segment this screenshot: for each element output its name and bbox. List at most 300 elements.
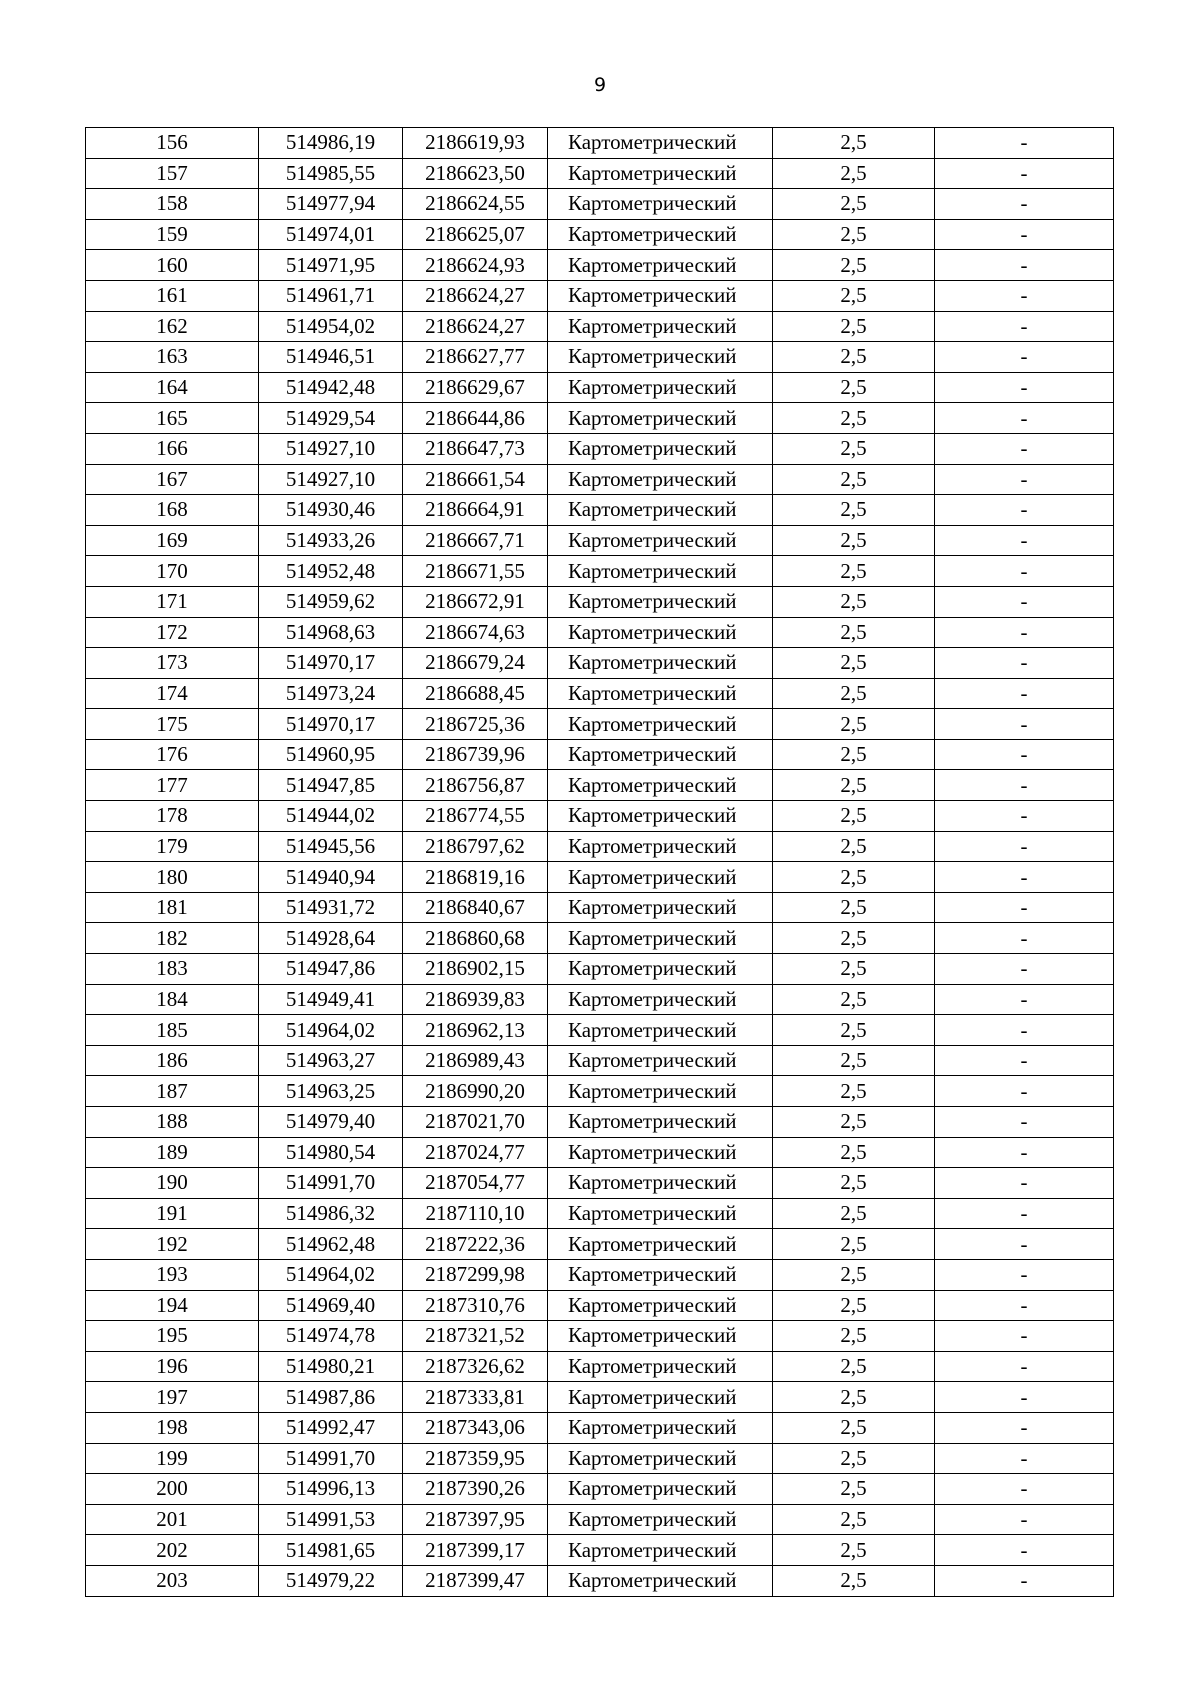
y-coordinate-cell: 2186624,93 bbox=[403, 250, 548, 281]
point-number-cell: 185 bbox=[86, 1015, 259, 1046]
point-number-cell: 186 bbox=[86, 1045, 259, 1076]
table-row bbox=[86, 128, 1114, 159]
table-row bbox=[86, 954, 1114, 985]
table-row bbox=[86, 525, 1114, 556]
table-row bbox=[86, 862, 1114, 893]
error-cell: 2,5 bbox=[773, 678, 935, 709]
point-number-cell: 196 bbox=[86, 1351, 259, 1382]
point-number-cell: 174 bbox=[86, 678, 259, 709]
x-coordinate-cell: 514968,63 bbox=[259, 617, 403, 648]
note-cell: - bbox=[935, 1290, 1114, 1321]
method-cell: Картометрический bbox=[548, 1168, 773, 1199]
note-cell: - bbox=[935, 1259, 1114, 1290]
x-coordinate-cell: 514992,47 bbox=[259, 1412, 403, 1443]
note-cell: - bbox=[935, 586, 1114, 617]
error-cell: 2,5 bbox=[773, 862, 935, 893]
x-coordinate-cell: 514974,01 bbox=[259, 219, 403, 250]
x-coordinate-cell: 514991,70 bbox=[259, 1168, 403, 1199]
point-number-cell: 170 bbox=[86, 556, 259, 587]
note-cell: - bbox=[935, 1535, 1114, 1566]
error-cell: 2,5 bbox=[773, 892, 935, 923]
x-coordinate-cell: 514991,53 bbox=[259, 1504, 403, 1535]
table-row bbox=[86, 403, 1114, 434]
table-row bbox=[86, 1045, 1114, 1076]
x-coordinate-cell: 514971,95 bbox=[259, 250, 403, 281]
error-cell: 2,5 bbox=[773, 525, 935, 556]
x-coordinate-cell: 514940,94 bbox=[259, 862, 403, 893]
table-row bbox=[86, 1504, 1114, 1535]
table-row bbox=[86, 1107, 1114, 1138]
point-number-cell: 165 bbox=[86, 403, 259, 434]
note-cell: - bbox=[935, 1351, 1114, 1382]
table-row bbox=[86, 709, 1114, 740]
method-cell: Картометрический bbox=[548, 1535, 773, 1566]
x-coordinate-cell: 514970,17 bbox=[259, 709, 403, 740]
point-number-cell: 160 bbox=[86, 250, 259, 281]
y-coordinate-cell: 2187054,77 bbox=[403, 1168, 548, 1199]
error-cell: 2,5 bbox=[773, 1290, 935, 1321]
x-coordinate-cell: 514930,46 bbox=[259, 495, 403, 526]
y-coordinate-cell: 2187024,77 bbox=[403, 1137, 548, 1168]
error-cell: 2,5 bbox=[773, 617, 935, 648]
error-cell: 2,5 bbox=[773, 128, 935, 159]
table-row bbox=[86, 1015, 1114, 1046]
method-cell: Картометрический bbox=[548, 403, 773, 434]
table-row bbox=[86, 586, 1114, 617]
table-row bbox=[86, 219, 1114, 250]
x-coordinate-cell: 514986,19 bbox=[259, 128, 403, 159]
method-cell: Картометрический bbox=[548, 1412, 773, 1443]
table-row bbox=[86, 648, 1114, 679]
point-number-cell: 176 bbox=[86, 739, 259, 770]
method-cell: Картометрический bbox=[548, 128, 773, 159]
method-cell: Картометрический bbox=[548, 495, 773, 526]
method-cell: Картометрический bbox=[548, 1137, 773, 1168]
point-number-cell: 193 bbox=[86, 1259, 259, 1290]
x-coordinate-cell: 514963,27 bbox=[259, 1045, 403, 1076]
note-cell: - bbox=[935, 678, 1114, 709]
table-row bbox=[86, 892, 1114, 923]
y-coordinate-cell: 2187321,52 bbox=[403, 1321, 548, 1352]
y-coordinate-cell: 2186629,67 bbox=[403, 372, 548, 403]
error-cell: 2,5 bbox=[773, 984, 935, 1015]
table-row bbox=[86, 1168, 1114, 1199]
y-coordinate-cell: 2186739,96 bbox=[403, 739, 548, 770]
method-cell: Картометрический bbox=[548, 189, 773, 220]
note-cell: - bbox=[935, 801, 1114, 832]
point-number-cell: 173 bbox=[86, 648, 259, 679]
point-number-cell: 177 bbox=[86, 770, 259, 801]
table-row bbox=[86, 801, 1114, 832]
point-number-cell: 172 bbox=[86, 617, 259, 648]
method-cell: Картометрический bbox=[548, 250, 773, 281]
method-cell: Картометрический bbox=[548, 801, 773, 832]
note-cell: - bbox=[935, 1443, 1114, 1474]
note-cell: - bbox=[935, 1382, 1114, 1413]
y-coordinate-cell: 2187390,26 bbox=[403, 1474, 548, 1505]
y-coordinate-cell: 2187326,62 bbox=[403, 1351, 548, 1382]
note-cell: - bbox=[935, 403, 1114, 434]
error-cell: 2,5 bbox=[773, 219, 935, 250]
error-cell: 2,5 bbox=[773, 954, 935, 985]
y-coordinate-cell: 2187397,95 bbox=[403, 1504, 548, 1535]
note-cell: - bbox=[935, 923, 1114, 954]
y-coordinate-cell: 2187222,36 bbox=[403, 1229, 548, 1260]
error-cell: 2,5 bbox=[773, 831, 935, 862]
y-coordinate-cell: 2186661,54 bbox=[403, 464, 548, 495]
note-cell: - bbox=[935, 1565, 1114, 1596]
note-cell: - bbox=[935, 1015, 1114, 1046]
table-row bbox=[86, 464, 1114, 495]
table-row bbox=[86, 250, 1114, 281]
note-cell: - bbox=[935, 311, 1114, 342]
error-cell: 2,5 bbox=[773, 1535, 935, 1566]
table-row bbox=[86, 495, 1114, 526]
method-cell: Картометрический bbox=[548, 158, 773, 189]
point-number-cell: 202 bbox=[86, 1535, 259, 1566]
error-cell: 2,5 bbox=[773, 648, 935, 679]
y-coordinate-cell: 2186667,71 bbox=[403, 525, 548, 556]
point-number-cell: 181 bbox=[86, 892, 259, 923]
x-coordinate-cell: 514947,85 bbox=[259, 770, 403, 801]
point-number-cell: 156 bbox=[86, 128, 259, 159]
method-cell: Картометрический bbox=[548, 1259, 773, 1290]
y-coordinate-cell: 2186860,68 bbox=[403, 923, 548, 954]
coordinates-table bbox=[85, 127, 1114, 1597]
y-coordinate-cell: 2187399,47 bbox=[403, 1565, 548, 1596]
error-cell: 2,5 bbox=[773, 1474, 935, 1505]
point-number-cell: 191 bbox=[86, 1198, 259, 1229]
x-coordinate-cell: 514977,94 bbox=[259, 189, 403, 220]
point-number-cell: 197 bbox=[86, 1382, 259, 1413]
note-cell: - bbox=[935, 372, 1114, 403]
x-coordinate-cell: 514945,56 bbox=[259, 831, 403, 862]
x-coordinate-cell: 514928,64 bbox=[259, 923, 403, 954]
note-cell: - bbox=[935, 1504, 1114, 1535]
point-number-cell: 199 bbox=[86, 1443, 259, 1474]
x-coordinate-cell: 514973,24 bbox=[259, 678, 403, 709]
y-coordinate-cell: 2187310,76 bbox=[403, 1290, 548, 1321]
y-coordinate-cell: 2187359,95 bbox=[403, 1443, 548, 1474]
point-number-cell: 161 bbox=[86, 280, 259, 311]
table-row bbox=[86, 831, 1114, 862]
method-cell: Картометрический bbox=[548, 464, 773, 495]
method-cell: Картометрический bbox=[548, 1198, 773, 1229]
note-cell: - bbox=[935, 862, 1114, 893]
error-cell: 2,5 bbox=[773, 1015, 935, 1046]
table-row bbox=[86, 1290, 1114, 1321]
point-number-cell: 169 bbox=[86, 525, 259, 556]
table-row bbox=[86, 1443, 1114, 1474]
method-cell: Картометрический bbox=[548, 1443, 773, 1474]
x-coordinate-cell: 514970,17 bbox=[259, 648, 403, 679]
point-number-cell: 188 bbox=[86, 1107, 259, 1138]
table-row bbox=[86, 739, 1114, 770]
note-cell: - bbox=[935, 1045, 1114, 1076]
y-coordinate-cell: 2186840,67 bbox=[403, 892, 548, 923]
error-cell: 2,5 bbox=[773, 801, 935, 832]
x-coordinate-cell: 514980,54 bbox=[259, 1137, 403, 1168]
table-row bbox=[86, 1076, 1114, 1107]
x-coordinate-cell: 514954,02 bbox=[259, 311, 403, 342]
error-cell: 2,5 bbox=[773, 1443, 935, 1474]
y-coordinate-cell: 2186624,27 bbox=[403, 280, 548, 311]
note-cell: - bbox=[935, 648, 1114, 679]
method-cell: Картометрический bbox=[548, 586, 773, 617]
method-cell: Картометрический bbox=[548, 954, 773, 985]
error-cell: 2,5 bbox=[773, 464, 935, 495]
table-row bbox=[86, 678, 1114, 709]
method-cell: Картометрический bbox=[548, 1321, 773, 1352]
error-cell: 2,5 bbox=[773, 1076, 935, 1107]
method-cell: Картометрический bbox=[548, 648, 773, 679]
note-cell: - bbox=[935, 1198, 1114, 1229]
x-coordinate-cell: 514946,51 bbox=[259, 342, 403, 373]
error-cell: 2,5 bbox=[773, 739, 935, 770]
x-coordinate-cell: 514942,48 bbox=[259, 372, 403, 403]
error-cell: 2,5 bbox=[773, 311, 935, 342]
y-coordinate-cell: 2186939,83 bbox=[403, 984, 548, 1015]
table-row bbox=[86, 342, 1114, 373]
method-cell: Картометрический bbox=[548, 709, 773, 740]
table-row bbox=[86, 189, 1114, 220]
error-cell: 2,5 bbox=[773, 770, 935, 801]
method-cell: Картометрический bbox=[548, 1045, 773, 1076]
y-coordinate-cell: 2186774,55 bbox=[403, 801, 548, 832]
x-coordinate-cell: 514996,13 bbox=[259, 1474, 403, 1505]
note-cell: - bbox=[935, 617, 1114, 648]
table-row bbox=[86, 1535, 1114, 1566]
x-coordinate-cell: 514979,40 bbox=[259, 1107, 403, 1138]
point-number-cell: 162 bbox=[86, 311, 259, 342]
point-number-cell: 180 bbox=[86, 862, 259, 893]
note-cell: - bbox=[935, 1137, 1114, 1168]
y-coordinate-cell: 2186688,45 bbox=[403, 678, 548, 709]
error-cell: 2,5 bbox=[773, 1107, 935, 1138]
note-cell: - bbox=[935, 342, 1114, 373]
y-coordinate-cell: 2186647,73 bbox=[403, 433, 548, 464]
error-cell: 2,5 bbox=[773, 1168, 935, 1199]
table-row bbox=[86, 1259, 1114, 1290]
note-cell: - bbox=[935, 556, 1114, 587]
point-number-cell: 195 bbox=[86, 1321, 259, 1352]
error-cell: 2,5 bbox=[773, 556, 935, 587]
error-cell: 2,5 bbox=[773, 1229, 935, 1260]
x-coordinate-cell: 514980,21 bbox=[259, 1351, 403, 1382]
table-row bbox=[86, 1351, 1114, 1382]
table-row bbox=[86, 1412, 1114, 1443]
point-number-cell: 203 bbox=[86, 1565, 259, 1596]
note-cell: - bbox=[935, 892, 1114, 923]
method-cell: Картометрический bbox=[548, 525, 773, 556]
x-coordinate-cell: 514959,62 bbox=[259, 586, 403, 617]
method-cell: Картометрический bbox=[548, 311, 773, 342]
y-coordinate-cell: 2186624,55 bbox=[403, 189, 548, 220]
note-cell: - bbox=[935, 1229, 1114, 1260]
method-cell: Картометрический bbox=[548, 433, 773, 464]
method-cell: Картометрический bbox=[548, 1474, 773, 1505]
point-number-cell: 200 bbox=[86, 1474, 259, 1505]
point-number-cell: 167 bbox=[86, 464, 259, 495]
x-coordinate-cell: 514986,32 bbox=[259, 1198, 403, 1229]
method-cell: Картометрический bbox=[548, 862, 773, 893]
point-number-cell: 178 bbox=[86, 801, 259, 832]
x-coordinate-cell: 514931,72 bbox=[259, 892, 403, 923]
table-row bbox=[86, 1229, 1114, 1260]
x-coordinate-cell: 514952,48 bbox=[259, 556, 403, 587]
table-row bbox=[86, 1382, 1114, 1413]
y-coordinate-cell: 2186756,87 bbox=[403, 770, 548, 801]
x-coordinate-cell: 514927,10 bbox=[259, 464, 403, 495]
error-cell: 2,5 bbox=[773, 280, 935, 311]
point-number-cell: 157 bbox=[86, 158, 259, 189]
error-cell: 2,5 bbox=[773, 1351, 935, 1382]
y-coordinate-cell: 2186679,24 bbox=[403, 648, 548, 679]
x-coordinate-cell: 514981,65 bbox=[259, 1535, 403, 1566]
point-number-cell: 171 bbox=[86, 586, 259, 617]
x-coordinate-cell: 514949,41 bbox=[259, 984, 403, 1015]
x-coordinate-cell: 514947,86 bbox=[259, 954, 403, 985]
x-coordinate-cell: 514969,40 bbox=[259, 1290, 403, 1321]
error-cell: 2,5 bbox=[773, 189, 935, 220]
y-coordinate-cell: 2186674,63 bbox=[403, 617, 548, 648]
method-cell: Картометрический bbox=[548, 1229, 773, 1260]
y-coordinate-cell: 2186819,16 bbox=[403, 862, 548, 893]
x-coordinate-cell: 514961,71 bbox=[259, 280, 403, 311]
error-cell: 2,5 bbox=[773, 1198, 935, 1229]
method-cell: Картометрический bbox=[548, 617, 773, 648]
y-coordinate-cell: 2186671,55 bbox=[403, 556, 548, 587]
note-cell: - bbox=[935, 495, 1114, 526]
y-coordinate-cell: 2186902,15 bbox=[403, 954, 548, 985]
table-row bbox=[86, 1198, 1114, 1229]
y-coordinate-cell: 2186990,20 bbox=[403, 1076, 548, 1107]
table-row bbox=[86, 1474, 1114, 1505]
error-cell: 2,5 bbox=[773, 403, 935, 434]
table-row bbox=[86, 1137, 1114, 1168]
error-cell: 2,5 bbox=[773, 923, 935, 954]
note-cell: - bbox=[935, 984, 1114, 1015]
error-cell: 2,5 bbox=[773, 433, 935, 464]
error-cell: 2,5 bbox=[773, 1382, 935, 1413]
note-cell: - bbox=[935, 954, 1114, 985]
point-number-cell: 183 bbox=[86, 954, 259, 985]
y-coordinate-cell: 2186623,50 bbox=[403, 158, 548, 189]
note-cell: - bbox=[935, 464, 1114, 495]
error-cell: 2,5 bbox=[773, 372, 935, 403]
method-cell: Картометрический bbox=[548, 556, 773, 587]
error-cell: 2,5 bbox=[773, 1137, 935, 1168]
method-cell: Картометрический bbox=[548, 372, 773, 403]
method-cell: Картометрический bbox=[548, 923, 773, 954]
note-cell: - bbox=[935, 1168, 1114, 1199]
table-row bbox=[86, 923, 1114, 954]
point-number-cell: 159 bbox=[86, 219, 259, 250]
y-coordinate-cell: 2186989,43 bbox=[403, 1045, 548, 1076]
page-number: 9 bbox=[593, 74, 607, 96]
method-cell: Картометрический bbox=[548, 831, 773, 862]
error-cell: 2,5 bbox=[773, 1259, 935, 1290]
y-coordinate-cell: 2187110,10 bbox=[403, 1198, 548, 1229]
y-coordinate-cell: 2186797,62 bbox=[403, 831, 548, 862]
note-cell: - bbox=[935, 709, 1114, 740]
x-coordinate-cell: 514962,48 bbox=[259, 1229, 403, 1260]
note-cell: - bbox=[935, 158, 1114, 189]
y-coordinate-cell: 2187021,70 bbox=[403, 1107, 548, 1138]
error-cell: 2,5 bbox=[773, 158, 935, 189]
note-cell: - bbox=[935, 1076, 1114, 1107]
table-row bbox=[86, 1321, 1114, 1352]
table-row bbox=[86, 770, 1114, 801]
note-cell: - bbox=[935, 219, 1114, 250]
table-row bbox=[86, 556, 1114, 587]
table-row bbox=[86, 280, 1114, 311]
point-number-cell: 184 bbox=[86, 984, 259, 1015]
point-number-cell: 163 bbox=[86, 342, 259, 373]
table-row bbox=[86, 617, 1114, 648]
point-number-cell: 175 bbox=[86, 709, 259, 740]
x-coordinate-cell: 514979,22 bbox=[259, 1565, 403, 1596]
error-cell: 2,5 bbox=[773, 1045, 935, 1076]
note-cell: - bbox=[935, 1474, 1114, 1505]
table-row bbox=[86, 433, 1114, 464]
table-row bbox=[86, 158, 1114, 189]
point-number-cell: 189 bbox=[86, 1137, 259, 1168]
point-number-cell: 187 bbox=[86, 1076, 259, 1107]
x-coordinate-cell: 514927,10 bbox=[259, 433, 403, 464]
point-number-cell: 164 bbox=[86, 372, 259, 403]
y-coordinate-cell: 2186644,86 bbox=[403, 403, 548, 434]
note-cell: - bbox=[935, 128, 1114, 159]
method-cell: Картометрический bbox=[548, 280, 773, 311]
error-cell: 2,5 bbox=[773, 1504, 935, 1535]
error-cell: 2,5 bbox=[773, 1321, 935, 1352]
point-number-cell: 190 bbox=[86, 1168, 259, 1199]
method-cell: Картометрический bbox=[548, 1504, 773, 1535]
x-coordinate-cell: 514929,54 bbox=[259, 403, 403, 434]
x-coordinate-cell: 514933,26 bbox=[259, 525, 403, 556]
note-cell: - bbox=[935, 831, 1114, 862]
method-cell: Картометрический bbox=[548, 678, 773, 709]
x-coordinate-cell: 514964,02 bbox=[259, 1015, 403, 1046]
point-number-cell: 166 bbox=[86, 433, 259, 464]
point-number-cell: 194 bbox=[86, 1290, 259, 1321]
note-cell: - bbox=[935, 433, 1114, 464]
method-cell: Картометрический bbox=[548, 1351, 773, 1382]
method-cell: Картометрический bbox=[548, 770, 773, 801]
note-cell: - bbox=[935, 525, 1114, 556]
point-number-cell: 179 bbox=[86, 831, 259, 862]
y-coordinate-cell: 2186725,36 bbox=[403, 709, 548, 740]
x-coordinate-cell: 514963,25 bbox=[259, 1076, 403, 1107]
note-cell: - bbox=[935, 1107, 1114, 1138]
note-cell: - bbox=[935, 1321, 1114, 1352]
error-cell: 2,5 bbox=[773, 342, 935, 373]
table-row bbox=[86, 984, 1114, 1015]
error-cell: 2,5 bbox=[773, 1412, 935, 1443]
y-coordinate-cell: 2186962,13 bbox=[403, 1015, 548, 1046]
method-cell: Картометрический bbox=[548, 1076, 773, 1107]
note-cell: - bbox=[935, 739, 1114, 770]
y-coordinate-cell: 2187343,06 bbox=[403, 1412, 548, 1443]
y-coordinate-cell: 2187299,98 bbox=[403, 1259, 548, 1290]
y-coordinate-cell: 2186619,93 bbox=[403, 128, 548, 159]
method-cell: Картометрический bbox=[548, 1290, 773, 1321]
method-cell: Картометрический bbox=[548, 1015, 773, 1046]
note-cell: - bbox=[935, 189, 1114, 220]
y-coordinate-cell: 2186627,77 bbox=[403, 342, 548, 373]
y-coordinate-cell: 2186664,91 bbox=[403, 495, 548, 526]
